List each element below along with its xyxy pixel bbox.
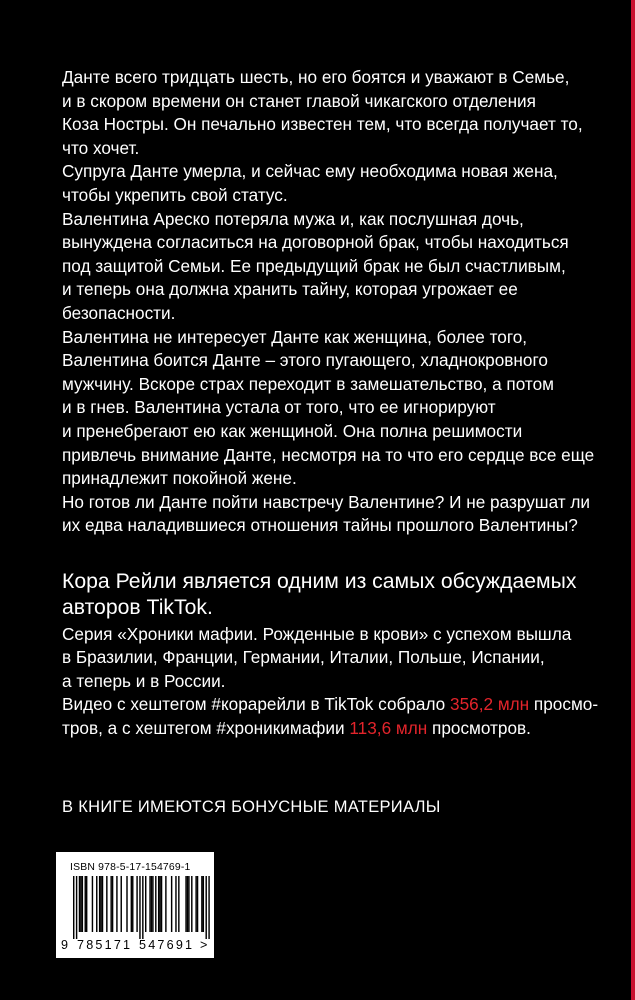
barcode-bar <box>131 876 132 932</box>
barcode-bar <box>175 876 176 932</box>
blurb-line: принадлежит покойной жене. <box>62 468 297 489</box>
blurb-line: чтобы укрепить свой статус. <box>62 184 288 205</box>
series-line: Серия «Хроники мафии. Рожденные в крови» с успехом вышла <box>62 624 572 644</box>
blurb-line: и в гнев. Валентина устала от того, что ее игнорируют <box>62 397 496 418</box>
isbn-label: ISBN 978-5-17-154769-1 <box>70 862 191 873</box>
barcode-bar <box>99 876 100 932</box>
blurb-line: мужчину. Вскоре страх переходит в замешательство, а потом <box>62 373 554 394</box>
barcode-bar <box>161 876 162 932</box>
barcode-bar <box>205 876 206 939</box>
barcode-bar <box>100 876 101 932</box>
blurb-line: их едва наладившиеся отношения тайны прошлого Валентины? <box>62 515 578 536</box>
stats-text: просмо- <box>529 694 599 715</box>
barcode-bar <box>121 876 122 932</box>
barcode-bar <box>102 876 103 932</box>
blurb-line: вынуждена согласиться на договорной брак, чтобы находиться <box>62 232 569 253</box>
barcode-bar <box>76 876 77 939</box>
blurb-line: Супруга Данте умерла, и сейчас ему необходима новая жена, <box>62 161 558 182</box>
barcode-bar <box>82 876 83 932</box>
barcode-bar <box>159 876 160 932</box>
blurb-line: Но готов ли Данте пойти навстречу Валентине? И не разрушат ли <box>62 491 591 512</box>
blurb-line: Валентина не интересует Данте как женщина, более того, <box>62 326 528 347</box>
author-intro-line: Кора Рейли является одним из самых обсуждаемых <box>62 570 577 593</box>
barcode-bar <box>208 876 209 939</box>
series-line: в Бразилии, Франции, Германии, Италии, Польше, Испании, <box>62 647 545 668</box>
stats-text: тров, а с хештегом #хроникимафии <box>62 717 350 738</box>
barcode-bar <box>139 876 140 939</box>
blurb-line: под защитой Семьи. Ее предыдущий брак не был счастливым, <box>62 255 566 276</box>
barcode-bar <box>145 876 146 932</box>
barcode-bar <box>149 876 150 932</box>
barcode-bar <box>136 876 137 932</box>
series-line: а теперь и в России. <box>62 670 226 691</box>
barcode-bar <box>191 876 192 932</box>
barcode-bar <box>178 876 179 932</box>
barcode-bar <box>86 876 87 932</box>
barcode-bar <box>106 876 107 932</box>
barcode-bar <box>201 876 202 932</box>
blurb-line: и в скором времени он станет главой чикагского отделения <box>62 90 536 111</box>
barcode-bar <box>92 876 93 932</box>
ean-first-digit: 9 <box>61 938 71 952</box>
blurb-line: Коза Ностры. Он печально известен тем, что всегда получает то, <box>62 114 583 135</box>
stats-text: Видео с хештегом #корарейли в TikTok собрало <box>62 694 451 715</box>
barcode-bar <box>96 876 97 932</box>
ean-right-group: 547691 <box>139 938 195 952</box>
barcode-bar <box>80 876 81 932</box>
views-count-highlight: 113,6 млн <box>349 717 428 738</box>
barcode-bar <box>188 876 189 932</box>
stats-text: просмотров. <box>427 717 531 738</box>
blurb-line: Данте всего тридцать шесть, но его боятся и уважают в Семье, <box>62 67 570 87</box>
barcode-bar <box>158 876 159 932</box>
barcode-bar <box>110 876 111 932</box>
barcode-bar <box>152 876 153 932</box>
blurb-line: и теперь она должна хранить тайну, которая угрожает ее <box>62 279 518 300</box>
blurb-line: Валентина боится Данте – этого пугающего, хладнокровного <box>62 350 548 371</box>
barcode-bar <box>171 876 172 932</box>
views-count-highlight: 356,2 млн <box>450 694 530 715</box>
blurb-line: безопасности. <box>62 302 176 323</box>
barcode-bar <box>85 876 86 932</box>
barcode-bar <box>126 876 127 932</box>
barcode-bar <box>195 876 196 932</box>
barcode-bar <box>116 876 117 932</box>
blurb-line: Валентина Ареско потеряла мужа и, как послушная дочь, <box>62 208 524 229</box>
bonus-materials-note: В КНИГЕ ИМЕЮТСЯ БОНУСНЫЕ МАТЕРИАЛЫ <box>62 798 441 816</box>
barcode-bar <box>203 876 204 932</box>
barcode-bar <box>132 876 133 932</box>
barcode-bar <box>187 876 188 932</box>
blurb-line: что хочет. <box>62 137 140 158</box>
blurb-line: и пренебрегают ею как женщиной. Она полна решимости <box>62 420 523 441</box>
author-intro-line: авторов TikTok. <box>62 596 213 619</box>
barcode-bar <box>165 876 166 932</box>
blurb-line: привлечь внимание Данте, несмотря на то что его сердце все еще <box>62 444 595 465</box>
barcode-bar <box>155 876 156 932</box>
barcode-bar <box>151 876 152 932</box>
ean-quiet-zone-mark: > <box>200 938 210 952</box>
barcode-bar <box>79 876 80 932</box>
barcode-bar <box>142 876 143 939</box>
barcode-bar <box>197 876 198 932</box>
barcode-bar <box>185 876 186 932</box>
barcode-bar <box>73 876 74 939</box>
ean-left-group: 785171 <box>77 938 133 952</box>
barcode-bar <box>112 876 113 932</box>
